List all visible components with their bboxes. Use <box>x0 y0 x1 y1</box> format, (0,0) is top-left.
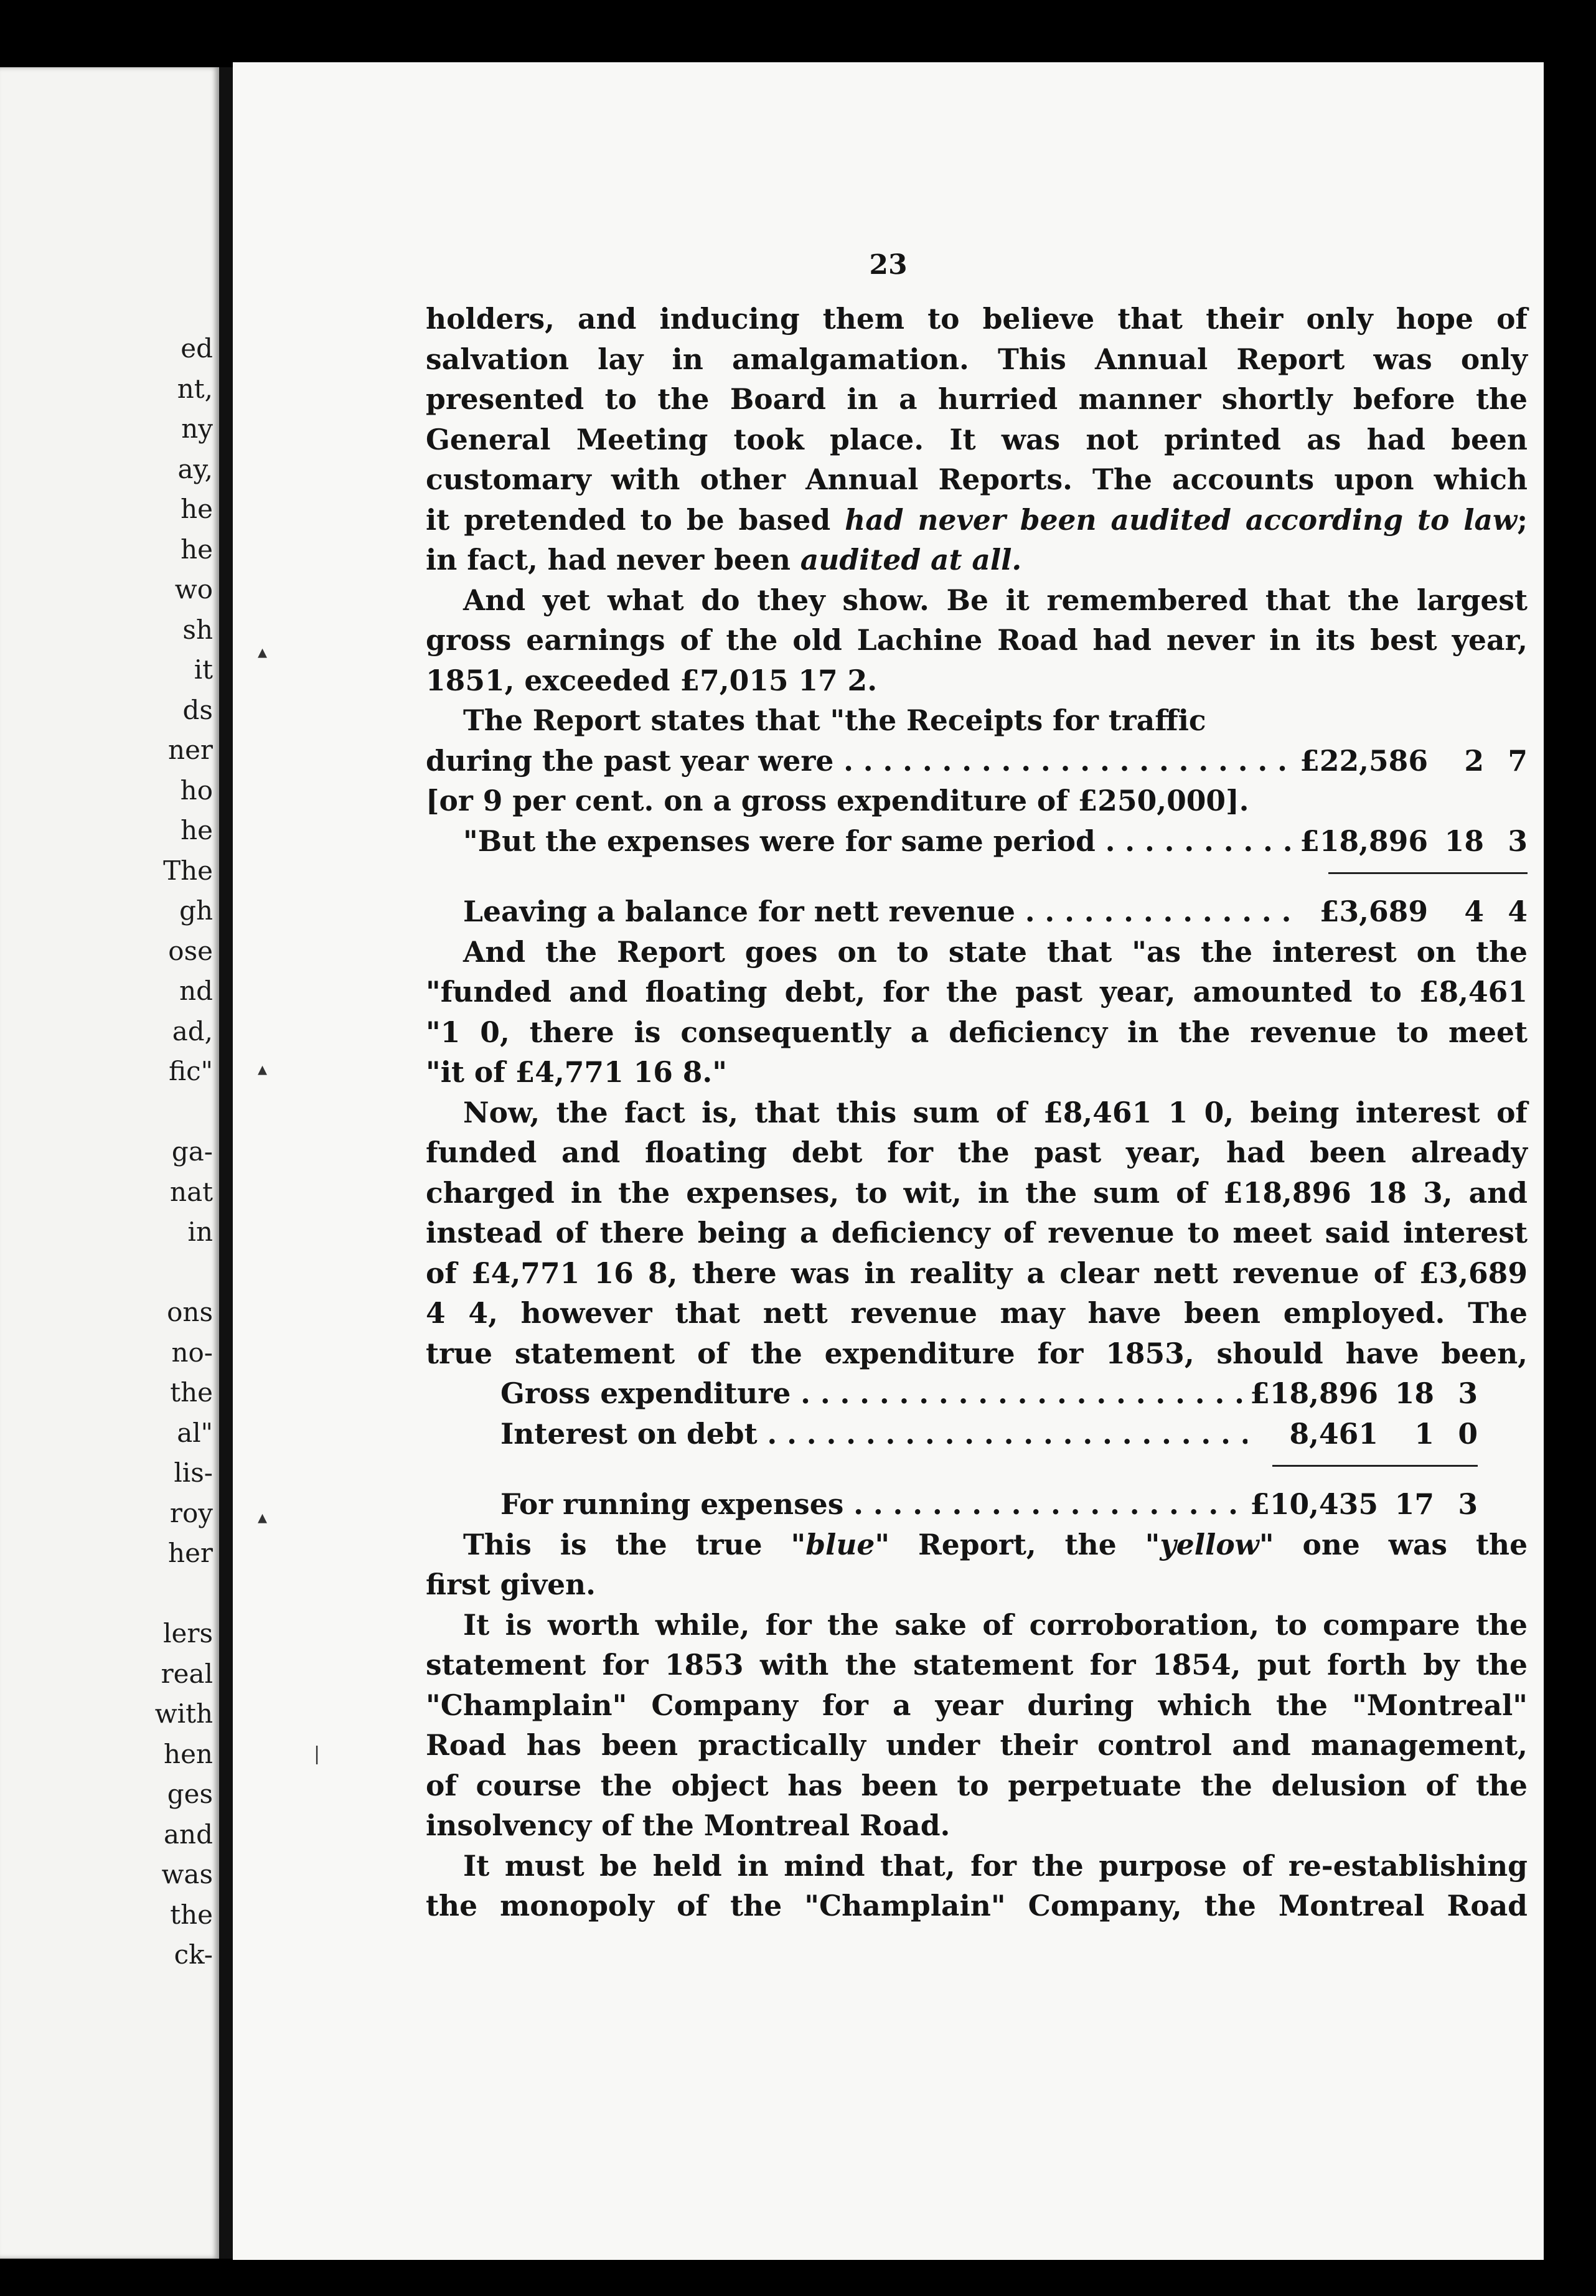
paragraph-1 <box>426 299 1528 580</box>
text-run: ; <box>1517 502 1528 537</box>
text-line: salvation lay in amalgamation. This Annual Report was only <box>426 342 1528 376</box>
left-page-fragment: ck- <box>174 1939 213 1970</box>
text-line: "1 0, there is consequently a deficiency in the revenue to meet <box>426 1015 1528 1049</box>
row-amount: £22,586 <box>1300 743 1428 778</box>
text-run: in fact, had never been <box>426 543 800 576</box>
text-line: funded and floating debt for the past year, had been already <box>426 1136 1528 1169</box>
row-label: Interest on debt . . . <box>500 1414 1247 1454</box>
sum-rule <box>1328 872 1528 874</box>
margin-mark: ▴ <box>258 1507 268 1528</box>
paragraph-3 <box>426 700 1528 932</box>
text-line: presented to the Board in a hurried manner shortly before the <box>426 382 1528 416</box>
left-page-fragment: The <box>163 855 213 886</box>
row-pence: 4 <box>1508 895 1528 928</box>
row-pence: 7 <box>1508 743 1528 778</box>
left-page-fragment: gh <box>179 895 213 926</box>
table-row <box>426 821 1528 862</box>
left-page-fragment: roy <box>169 1497 213 1528</box>
text-line <box>426 540 1528 580</box>
margin-mark: | <box>314 1743 321 1765</box>
italic-run: blue <box>805 1527 875 1561</box>
left-page-fragment: nd <box>179 976 213 1006</box>
left-page-fragment: ay, <box>177 453 213 484</box>
text-line: [or 9 per cent. on a gross expenditure of £250,000]. <box>426 784 1249 817</box>
left-page-fragment <box>155 1092 213 1132</box>
left-page-fragment <box>155 1253 213 1293</box>
text-line: It must be held in mind that, for the purpose of re-establishing <box>463 1848 1528 1883</box>
left-page-fragments <box>155 329 213 1975</box>
left-page-fragment: and <box>164 1818 213 1850</box>
page-number: 23 <box>869 249 908 281</box>
text-line: 1851, exceeded £7,015 17 2. <box>426 663 878 697</box>
paragraph-5 <box>426 1093 1528 1374</box>
row-amount: 8,461 <box>1289 1416 1378 1451</box>
text-line: of course the object has been to perpetuate the delusion of the <box>426 1768 1528 1802</box>
text-line: true statement of the expenditure for 1853, should have been, <box>426 1336 1528 1370</box>
row-label: Leaving a balance for nett revenue . . . <box>463 892 1297 932</box>
text-line: Road has been practically under their control and management, <box>426 1728 1528 1762</box>
paragraph-6 <box>426 1525 1528 1605</box>
text-line: 4 4, however that nett revenue may have been employed. The <box>426 1296 1528 1330</box>
text-line: charged in the expenses, to wit, in the sum of £18,896 18 3, and <box>426 1175 1528 1210</box>
text-line: first given. <box>426 1568 596 1601</box>
text-line <box>426 500 1528 540</box>
expenditure-table <box>426 1373 1528 1525</box>
left-page-fragment: ga- <box>171 1136 213 1167</box>
left-page-fragment: hen <box>164 1738 213 1769</box>
text-run: " one was the <box>1259 1527 1528 1561</box>
row-pence: 3 <box>1508 824 1528 858</box>
left-page-fragment: lis- <box>174 1457 213 1488</box>
italic-run: had never been audited according to law <box>845 502 1518 537</box>
row-shillings: 2 <box>1464 743 1484 778</box>
text-line: the monopoly of the "Champlain" Company, the Montreal Road <box>426 1889 1528 1922</box>
text-line: insolvency of the Montreal Road. <box>426 1809 951 1842</box>
text-line: instead of there being a deficiency of revenue to meet said interest <box>426 1216 1528 1249</box>
left-page <box>0 67 219 2259</box>
table-row <box>500 1373 1478 1414</box>
paragraph-2 <box>426 580 1528 701</box>
left-page-fragment: nat <box>170 1176 213 1207</box>
left-page-fragment: it <box>194 654 213 685</box>
text-line <box>426 1525 1528 1565</box>
left-page-fragment: he <box>181 494 213 524</box>
left-page-fragment: ho <box>180 774 213 806</box>
paragraph-4 <box>426 932 1528 1093</box>
row-shillings: 18 <box>1444 824 1484 858</box>
text-line: It is worth while, for the sake of corroboration, to compare the <box>463 1607 1528 1642</box>
body-text <box>426 299 1528 1926</box>
left-page-fragment: ner <box>168 735 213 765</box>
text-line: "Champlain" Company for a year during which the "Montreal" <box>426 1688 1528 1722</box>
left-page-fragment: with <box>154 1698 213 1729</box>
italic-run: audited at all. <box>800 543 1022 576</box>
table-row <box>500 1414 1478 1454</box>
left-page-fragment: real <box>161 1658 213 1689</box>
row-shillings: 17 <box>1394 1487 1434 1521</box>
left-page-fragment: ose <box>168 935 213 966</box>
text-line: statement for 1853 with the statement for 1854, put forth by the <box>426 1648 1528 1682</box>
left-page-fragment: ds <box>182 694 213 725</box>
left-page-fragment: ad, <box>172 1015 213 1047</box>
text-line: of £4,771 16 8, there was in reality a clear nett revenue of £3,689 <box>426 1256 1528 1290</box>
left-page-fragment: the <box>170 1377 213 1408</box>
paragraph-7 <box>426 1605 1528 1846</box>
paragraph-8 <box>426 1846 1528 1926</box>
row-label: during the past year were . . . <box>426 741 1297 781</box>
main-page <box>233 62 1544 2260</box>
left-page-fragment: nt, <box>177 373 213 404</box>
left-page-fragment <box>155 1574 213 1614</box>
row-pence: 3 <box>1458 1487 1478 1521</box>
italic-run: yellow <box>1160 1527 1259 1561</box>
text-line: "it of £4,771 16 8." <box>426 1055 727 1089</box>
table-row <box>500 1484 1478 1525</box>
text-line: And yet what do they show. Be it remembered that the largest <box>463 583 1528 617</box>
row-shillings: 4 <box>1464 895 1484 928</box>
left-page-fragment: ed <box>181 333 213 364</box>
left-page-fragment: sh <box>182 614 213 645</box>
left-page-fragment: he <box>181 534 213 565</box>
row-label: For running expenses . . . <box>500 1484 1247 1525</box>
text-run: This is the true " <box>463 1527 806 1561</box>
left-page-fragment: fic" <box>169 1056 213 1086</box>
text-run: it pretended to be based <box>426 502 845 537</box>
left-page-fragment: lers <box>163 1618 213 1649</box>
row-shillings: 1 <box>1414 1416 1434 1451</box>
row-label: "But the expenses were for same period . . . <box>463 821 1297 862</box>
row-amount: £3,689 <box>1319 895 1428 928</box>
left-page-fragment: was <box>161 1859 213 1889</box>
text-line: gross earnings of the old Lachine Road had never in its best year, <box>426 623 1528 657</box>
left-page-fragment: ges <box>167 1779 213 1809</box>
margin-mark: ▴ <box>258 1058 268 1080</box>
text-line: customary with other Annual Reports. The accounts upon which <box>426 463 1528 496</box>
left-page-fragment: al" <box>177 1417 213 1448</box>
table-row <box>426 892 1528 932</box>
text-line: holders, and inducing them to believe that their only hope of <box>426 302 1528 336</box>
text-line: "funded and floating debt, for the past year, amounted to £8,461 <box>426 975 1528 1009</box>
text-line: The Report states that "the Receipts for traffic <box>463 703 1206 737</box>
row-pence: 3 <box>1458 1376 1478 1410</box>
left-page-fragment: her <box>168 1538 213 1568</box>
left-page-fragment: in <box>187 1216 213 1247</box>
left-page-fragment: he <box>181 815 213 845</box>
left-page-fragment: ny <box>181 413 213 444</box>
text-run: " Report, the " <box>875 1527 1160 1561</box>
text-line: Now, the fact is, that this sum of £8,461 1 0, being interest of <box>463 1095 1528 1129</box>
left-page-fragment: wo <box>174 574 213 605</box>
left-page-fragment: ons <box>167 1297 213 1327</box>
margin-mark: ▴ <box>258 641 268 663</box>
left-page-fragment: no- <box>171 1337 213 1368</box>
table-row <box>426 741 1528 781</box>
row-amount: £18,896 <box>1300 824 1428 858</box>
text-line: General Meeting took place. It was not printed as had been <box>426 422 1528 456</box>
row-label: Gross expenditure . . . <box>500 1373 1247 1414</box>
row-amount: £18,896 <box>1250 1376 1378 1410</box>
text-line: And the Report goes on to state that "as the interest on the <box>463 934 1528 969</box>
row-pence: 0 <box>1458 1416 1478 1451</box>
left-page-fragment: the <box>170 1899 213 1930</box>
sum-rule <box>1272 1465 1478 1467</box>
row-shillings: 18 <box>1394 1376 1434 1410</box>
book-gutter <box>219 67 233 2259</box>
row-amount: £10,435 <box>1250 1487 1378 1521</box>
